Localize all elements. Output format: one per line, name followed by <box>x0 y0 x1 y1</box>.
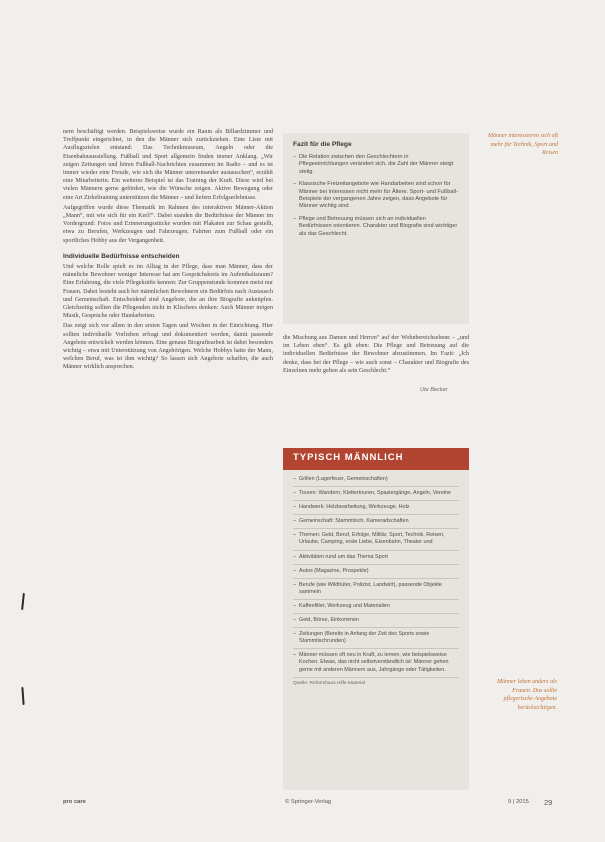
list-item: – Kaffeefilter, Werkzeug und Materialien <box>293 603 459 614</box>
fazit-list <box>293 154 459 238</box>
list-item: – Autos (Magazine, Prospekte) <box>293 568 459 579</box>
list-item: – Themen: Geld, Beruf, Erfolge, Militär, Sport, Technik, Reisen, Urlaube, Camping, erste Liebe, Eisenbahn, Theater und <box>293 532 459 550</box>
body-paragraph: Das zeigt sich vor allem in den ersten Tagen und Wochen in der Einrichtung. Hier sollten individuelle Vorlieben erfragt und dokumentiert werden, damit passende Angebote entwickelt werden können. Eine genaue Biografiearbeit ist dabei besonders wichtig – etwa mit Unterstützung von Angehörigen. Welche Hobbys hatte der Mann, welchen Beruf, was ist ihm wichtig? So lassen sich Angebote schaffen, die auch Männer wirklich ansprechen. <box>63 323 273 371</box>
page-number: 29 <box>544 798 553 807</box>
magazine-name: pro care <box>63 799 86 805</box>
list-item: – Handwerk: Holzbearbeitung, Werkzeuge, Holz <box>293 504 459 515</box>
list-item: – Aktivitäten rund um das Thema Sport <box>293 554 459 565</box>
source-note: Quelle: Reformhaus Hilfe Material <box>293 680 365 686</box>
list-item: – Grillen (Lagerfeuer, Gemeinschaften) <box>293 476 459 487</box>
body-paragraph: Aufgegriffen wurde diese Thematik im Rahmen des interaktiven Männer-Aktion „Mann“, mit wie sich für ein Kerl!“. Dabei standen die Bedürfnisse der Männer im Vordergrund: Fotos und Erinnerungsstücke wurden mit Plakaten zur Schau gestellt, etwa zu Berufen, Werkzeugen und Fahrzeugen. Fahrten zum Fußball oder ein sportliches Hobby aus der Vergangenheit. <box>63 204 273 244</box>
typisch-maennlich-header: TYPISCH MÄNNLICH <box>283 448 469 470</box>
side-note: Männer interessieren sich oft mehr für Technik, Sport und Reisen <box>487 133 558 157</box>
right-column-text <box>283 334 469 375</box>
fazit-item: – Pflege und Betreuung müssen sich an individuellen Bedürfnissen orientieren. Charakter und Biografie sind wichtiger als das Geschlecht. <box>293 216 459 238</box>
list-item: – Touren: Wandern, Klettertouren, Spaziergänge, Angeln, Vereine <box>293 490 459 501</box>
issue-date: 9 | 2015 <box>508 799 529 805</box>
body-paragraph: Und welche Rolle spielt es im Alltag in der Pflege, dass man Männer, dass der männliche Bewohner weniger Interesse hat am Gesprächskreis im Aufenthaltsraum? Eine Erfahrung, die viele Pflegekräfte kennen: Zur Gruppenstunde kommen meist nur Frauen. Dabei besteht auch bei männlichen Bewohnern ein Bedürfnis nach Austausch und Gemeinschaft. Entscheidend sind Angebote, die an ihre Biografie anknüpfen. Gleichzeitig sollten die Pflegenden nicht in Klischees denken: Auch Männer mögen Musik, Gespräche oder Handarbeiten. <box>63 264 273 320</box>
pen-mark <box>21 687 24 705</box>
fazit-box <box>283 133 469 324</box>
side-note: Männer leben anders als Frauen. Das sollte pflegerische Angebote berücksichtigen. <box>497 679 557 711</box>
fazit-item: – Die Relation zwischen den Geschlechtern in Pflegeeinrichtungen verändert sich, die Zahl der Männer steigt stetig. <box>293 154 459 176</box>
list-item: – Geld, Börse, Einkommen <box>293 617 459 628</box>
list-item: – Männer müssen oft neu in Kraft, zu lernen, wie beispielsweise Kochen. Etwas, das nicht selbstverständlich ist: Männer gehen gerne mit anderen Männern aus, Jahrgänge oder Tätigkeiten. <box>293 652 459 677</box>
list-item: – Berufe (wie Wildhüter, Polizist, Landwirt), passende Objekte sammeln <box>293 582 459 600</box>
typisch-list <box>293 476 459 678</box>
page-footer <box>63 799 558 813</box>
typisch-maennlich-box <box>283 470 469 790</box>
fazit-title: Fazit für die Pflege <box>293 141 352 148</box>
list-item: – Gemeinschaft: Stammtisch, Kameradschaften <box>293 518 459 529</box>
pen-mark <box>21 593 25 610</box>
fazit-item: – Klassische Freizeitangebote wie Handarbeiten sind schon für Männer bei Interessen nicht mehr für Ältere. Sport- und Fußball-Beispiele der vergangenen Jahre zeigen, dass Angebote für Männer wichtig sind. <box>293 181 459 211</box>
body-paragraph: die Mischung aus Damen und Herren“ auf der Wohnbereichsebene – „und im Leben eben“. Es gilt eben: Die Pflege und Betreuung auf die individuellen Bedürfnisse der Bewohner abzustimmen. Im Fazit: „Ich denke, dass bei der Pflege – wie auch sonst – Charakter und Biografie des Einzelnen mehr gelten als sein Geschlecht.“ <box>283 335 469 374</box>
publisher: © Springer-Verlag <box>285 799 332 805</box>
body-paragraph: nern beschäftigt werden. Beispielsweise wurde ein Raum als Billardzimmer und Treffpunkt eingerichtet, in den die Männer sich zurückziehen. Eine Liste mit Ausflugszielen entstand: Das Technikmuseum, Angeln oder die Eisenbahnausstellung. Fußball und Sport allgemein finden immer Anklang. „Wir zeigen Zeitungen und hören Fußball-Nachrichten zusammen im Radio – und es ist immer wieder eine Freude, wie sich die Männer untereinander austauschen“, erzählt eine Mitarbeiterin. Ein weiteres Beispiel ist das Training der Kraft. Diese wird bei vielen Männern gerne gefördert, wie die Wünsche zeigen. Aktive Bewegung oder eine Art Zirkeltraining unterstützen die Männer – und liefern Erfolgserlebnisse. <box>63 129 273 201</box>
left-column <box>63 128 273 374</box>
section-heading: Individuelle Bedürfnisse entscheiden <box>63 252 180 260</box>
author-signature: Ute Becker <box>420 387 448 393</box>
list-item: – Zeitungen (Bereits in Anfang der Zeit des Sports sowie Stammtischrunden) <box>293 631 459 649</box>
